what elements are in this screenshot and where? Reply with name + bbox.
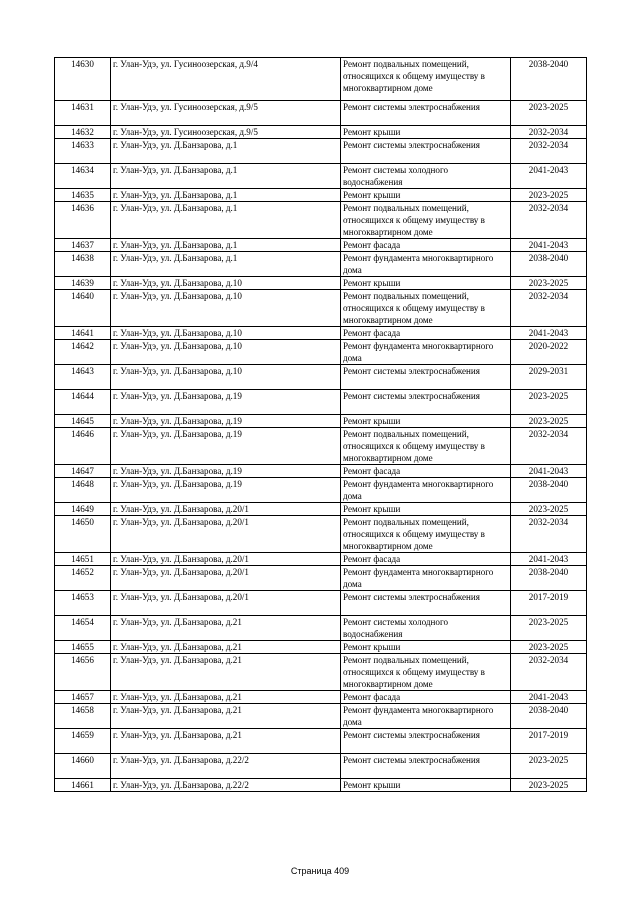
table-row: [55, 290, 587, 327]
table-row: [55, 729, 587, 754]
work-type-cell: Ремонт системы электроснабжения: [341, 754, 511, 779]
address-cell: г. Улан-Удэ, ул. Д.Банзарова, д.22/2: [111, 779, 341, 792]
row-number-cell: 14630: [55, 58, 111, 101]
work-type-cell: Ремонт фундамента многоквартирного дома: [341, 566, 511, 591]
address-cell: г. Улан-Удэ, ул. Д.Банзарова, д.19: [111, 415, 341, 428]
row-number-cell: 14652: [55, 566, 111, 591]
work-type-cell: Ремонт подвальных помещений, относящихся к общему имуществу в многоквартирном доме: [341, 654, 511, 691]
row-number-cell: 14650: [55, 516, 111, 553]
address-cell: г. Улан-Удэ, ул. Д.Банзарова, д.21: [111, 641, 341, 654]
row-number-cell: 14653: [55, 591, 111, 616]
row-number-cell: 14636: [55, 202, 111, 239]
repair-schedule-table: [54, 57, 587, 792]
table-row: [55, 277, 587, 290]
row-number-cell: 14633: [55, 139, 111, 164]
table-row: [55, 754, 587, 779]
row-number-cell: 14646: [55, 428, 111, 465]
row-number-cell: 14635: [55, 189, 111, 202]
work-type-cell: Ремонт фасада: [341, 239, 511, 252]
row-number-cell: 14638: [55, 252, 111, 277]
period-cell: 2038-2040: [511, 566, 587, 591]
work-type-cell: Ремонт системы электроснабжения: [341, 729, 511, 754]
table-row: [55, 239, 587, 252]
table-row: [55, 202, 587, 239]
period-cell: 2017-2019: [511, 591, 587, 616]
period-cell: 2017-2019: [511, 729, 587, 754]
period-cell: 2032-2034: [511, 654, 587, 691]
address-cell: г. Улан-Удэ, ул. Д.Банзарова, д.20/1: [111, 566, 341, 591]
address-cell: г. Улан-Удэ, ул. Д.Банзарова, д.20/1: [111, 553, 341, 566]
address-cell: г. Улан-Удэ, ул. Д.Банзарова, д.19: [111, 390, 341, 415]
address-cell: г. Улан-Удэ, ул. Д.Банзарова, д.1: [111, 252, 341, 277]
address-cell: г. Улан-Удэ, ул. Д.Банзарова, д.1: [111, 189, 341, 202]
table-row: [55, 126, 587, 139]
address-cell: г. Улан-Удэ, ул. Д.Банзарова, д.20/1: [111, 591, 341, 616]
work-type-cell: Ремонт фундамента многоквартирного дома: [341, 340, 511, 365]
period-cell: 2023-2025: [511, 277, 587, 290]
period-cell: 2023-2025: [511, 503, 587, 516]
table-row: [55, 704, 587, 729]
row-number-cell: 14658: [55, 704, 111, 729]
address-cell: г. Улан-Удэ, ул. Д.Банзарова, д.21: [111, 691, 341, 704]
table-row: [55, 779, 587, 792]
row-number-cell: 14655: [55, 641, 111, 654]
address-cell: г. Улан-Удэ, ул. Д.Банзарова, д.10: [111, 327, 341, 340]
table-row: [55, 516, 587, 553]
row-number-cell: 14644: [55, 390, 111, 415]
row-number-cell: 14640: [55, 290, 111, 327]
period-cell: 2041-2043: [511, 164, 587, 189]
address-cell: г. Улан-Удэ, ул. Гусиноозерская, д.9/4: [111, 58, 341, 101]
period-cell: 2032-2034: [511, 516, 587, 553]
row-number-cell: 14657: [55, 691, 111, 704]
work-type-cell: Ремонт фасада: [341, 553, 511, 566]
period-cell: 2032-2034: [511, 139, 587, 164]
work-type-cell: Ремонт системы электроснабжения: [341, 139, 511, 164]
row-number-cell: 14642: [55, 340, 111, 365]
work-type-cell: Ремонт фундамента многоквартирного дома: [341, 252, 511, 277]
table-row: [55, 691, 587, 704]
period-cell: 2023-2025: [511, 616, 587, 641]
period-cell: 2041-2043: [511, 465, 587, 478]
row-number-cell: 14651: [55, 553, 111, 566]
row-number-cell: 14648: [55, 478, 111, 503]
table-row: [55, 340, 587, 365]
work-type-cell: Ремонт крыши: [341, 503, 511, 516]
period-cell: 2023-2025: [511, 754, 587, 779]
row-number-cell: 14643: [55, 365, 111, 390]
period-cell: 2038-2040: [511, 252, 587, 277]
period-cell: 2023-2025: [511, 101, 587, 126]
period-cell: 2032-2034: [511, 290, 587, 327]
address-cell: г. Улан-Удэ, ул. Д.Банзарова, д.1: [111, 239, 341, 252]
work-type-cell: Ремонт крыши: [341, 126, 511, 139]
work-type-cell: Ремонт подвальных помещений, относящихся к общему имуществу в многоквартирном доме: [341, 290, 511, 327]
period-cell: 2038-2040: [511, 478, 587, 503]
table-row: [55, 654, 587, 691]
address-cell: г. Улан-Удэ, ул. Гусиноозерская, д.9/5: [111, 126, 341, 139]
work-type-cell: Ремонт системы электроснабжения: [341, 591, 511, 616]
table-row: [55, 365, 587, 390]
work-type-cell: Ремонт подвальных помещений, относящихся к общему имуществу в многоквартирном доме: [341, 202, 511, 239]
row-number-cell: 14645: [55, 415, 111, 428]
work-type-cell: Ремонт крыши: [341, 641, 511, 654]
table-row: [55, 553, 587, 566]
row-number-cell: 14639: [55, 277, 111, 290]
work-type-cell: Ремонт фасада: [341, 691, 511, 704]
address-cell: г. Улан-Удэ, ул. Д.Банзарова, д.19: [111, 465, 341, 478]
work-type-cell: Ремонт крыши: [341, 415, 511, 428]
address-cell: г. Улан-Удэ, ул. Д.Банзарова, д.21: [111, 729, 341, 754]
table-row: [55, 101, 587, 126]
table-row: [55, 616, 587, 641]
table-row: [55, 478, 587, 503]
work-type-cell: Ремонт системы электроснабжения: [341, 390, 511, 415]
address-cell: г. Улан-Удэ, ул. Д.Банзарова, д.1: [111, 164, 341, 189]
period-cell: 2023-2025: [511, 415, 587, 428]
row-number-cell: 14656: [55, 654, 111, 691]
table-row: [55, 503, 587, 516]
work-type-cell: Ремонт подвальных помещений, относящихся к общему имуществу в многоквартирном доме: [341, 516, 511, 553]
address-cell: г. Улан-Удэ, ул. Д.Банзарова, д.1: [111, 139, 341, 164]
table-row: [55, 58, 587, 101]
row-number-cell: 14661: [55, 779, 111, 792]
period-cell: 2032-2034: [511, 428, 587, 465]
row-number-cell: 14659: [55, 729, 111, 754]
period-cell: 2041-2043: [511, 239, 587, 252]
address-cell: г. Улан-Удэ, ул. Д.Банзарова, д.10: [111, 290, 341, 327]
row-number-cell: 14634: [55, 164, 111, 189]
address-cell: г. Улан-Удэ, ул. Д.Банзарова, д.10: [111, 340, 341, 365]
row-number-cell: 14647: [55, 465, 111, 478]
address-cell: г. Улан-Удэ, ул. Д.Банзарова, д.10: [111, 365, 341, 390]
period-cell: 2038-2040: [511, 58, 587, 101]
row-number-cell: 14637: [55, 239, 111, 252]
row-number-cell: 14649: [55, 503, 111, 516]
work-type-cell: Ремонт фундамента многоквартирного дома: [341, 478, 511, 503]
table-row: [55, 591, 587, 616]
table-row: [55, 566, 587, 591]
work-type-cell: Ремонт фасада: [341, 465, 511, 478]
period-cell: 2041-2043: [511, 553, 587, 566]
period-cell: 2023-2025: [511, 189, 587, 202]
address-cell: г. Улан-Удэ, ул. Д.Банзарова, д.20/1: [111, 516, 341, 553]
table-row: [55, 252, 587, 277]
table-row: [55, 164, 587, 189]
period-cell: 2041-2043: [511, 327, 587, 340]
address-cell: г. Улан-Удэ, ул. Д.Банзарова, д.21: [111, 616, 341, 641]
period-cell: 2023-2025: [511, 779, 587, 792]
work-type-cell: Ремонт крыши: [341, 779, 511, 792]
work-type-cell: Ремонт системы холодного водоснабжения: [341, 616, 511, 641]
work-type-cell: Ремонт фасада: [341, 327, 511, 340]
row-number-cell: 14654: [55, 616, 111, 641]
address-cell: г. Улан-Удэ, ул. Д.Банзарова, д.21: [111, 704, 341, 729]
table-row: [55, 465, 587, 478]
table-row: [55, 428, 587, 465]
period-cell: 2020-2022: [511, 340, 587, 365]
address-cell: г. Улан-Удэ, ул. Гусиноозерская, д.9/5: [111, 101, 341, 126]
period-cell: 2023-2025: [511, 641, 587, 654]
period-cell: 2029-2031: [511, 365, 587, 390]
work-type-cell: Ремонт крыши: [341, 277, 511, 290]
period-cell: 2038-2040: [511, 704, 587, 729]
period-cell: 2023-2025: [511, 390, 587, 415]
row-number-cell: 14632: [55, 126, 111, 139]
work-type-cell: Ремонт фундамента многоквартирного дома: [341, 704, 511, 729]
address-cell: г. Улан-Удэ, ул. Д.Банзарова, д.19: [111, 428, 341, 465]
address-cell: г. Улан-Удэ, ул. Д.Банзарова, д.21: [111, 654, 341, 691]
page-number: Страница 409: [290, 866, 350, 876]
table-row: [55, 139, 587, 164]
period-cell: 2041-2043: [511, 691, 587, 704]
table-body: [55, 58, 587, 792]
row-number-cell: 14631: [55, 101, 111, 126]
table-row: [55, 189, 587, 202]
work-type-cell: Ремонт подвальных помещений, относящихся к общему имуществу в многоквартирном доме: [341, 428, 511, 465]
work-type-cell: Ремонт подвальных помещений, относящихся к общему имуществу в многоквартирном доме: [341, 58, 511, 101]
work-type-cell: Ремонт системы электроснабжения: [341, 101, 511, 126]
address-cell: г. Улан-Удэ, ул. Д.Банзарова, д.19: [111, 478, 341, 503]
address-cell: г. Улан-Удэ, ул. Д.Банзарова, д.22/2: [111, 754, 341, 779]
table-row: [55, 641, 587, 654]
address-cell: г. Улан-Удэ, ул. Д.Банзарова, д.10: [111, 277, 341, 290]
row-number-cell: 14641: [55, 327, 111, 340]
table-row: [55, 327, 587, 340]
address-cell: г. Улан-Удэ, ул. Д.Банзарова, д.20/1: [111, 503, 341, 516]
work-type-cell: Ремонт крыши: [341, 189, 511, 202]
row-number-cell: 14660: [55, 754, 111, 779]
period-cell: 2032-2034: [511, 126, 587, 139]
table-row: [55, 415, 587, 428]
table-row: [55, 390, 587, 415]
work-type-cell: Ремонт системы холодного водоснабжения: [341, 164, 511, 189]
period-cell: 2032-2034: [511, 202, 587, 239]
address-cell: г. Улан-Удэ, ул. Д.Банзарова, д.1: [111, 202, 341, 239]
work-type-cell: Ремонт системы электроснабжения: [341, 365, 511, 390]
